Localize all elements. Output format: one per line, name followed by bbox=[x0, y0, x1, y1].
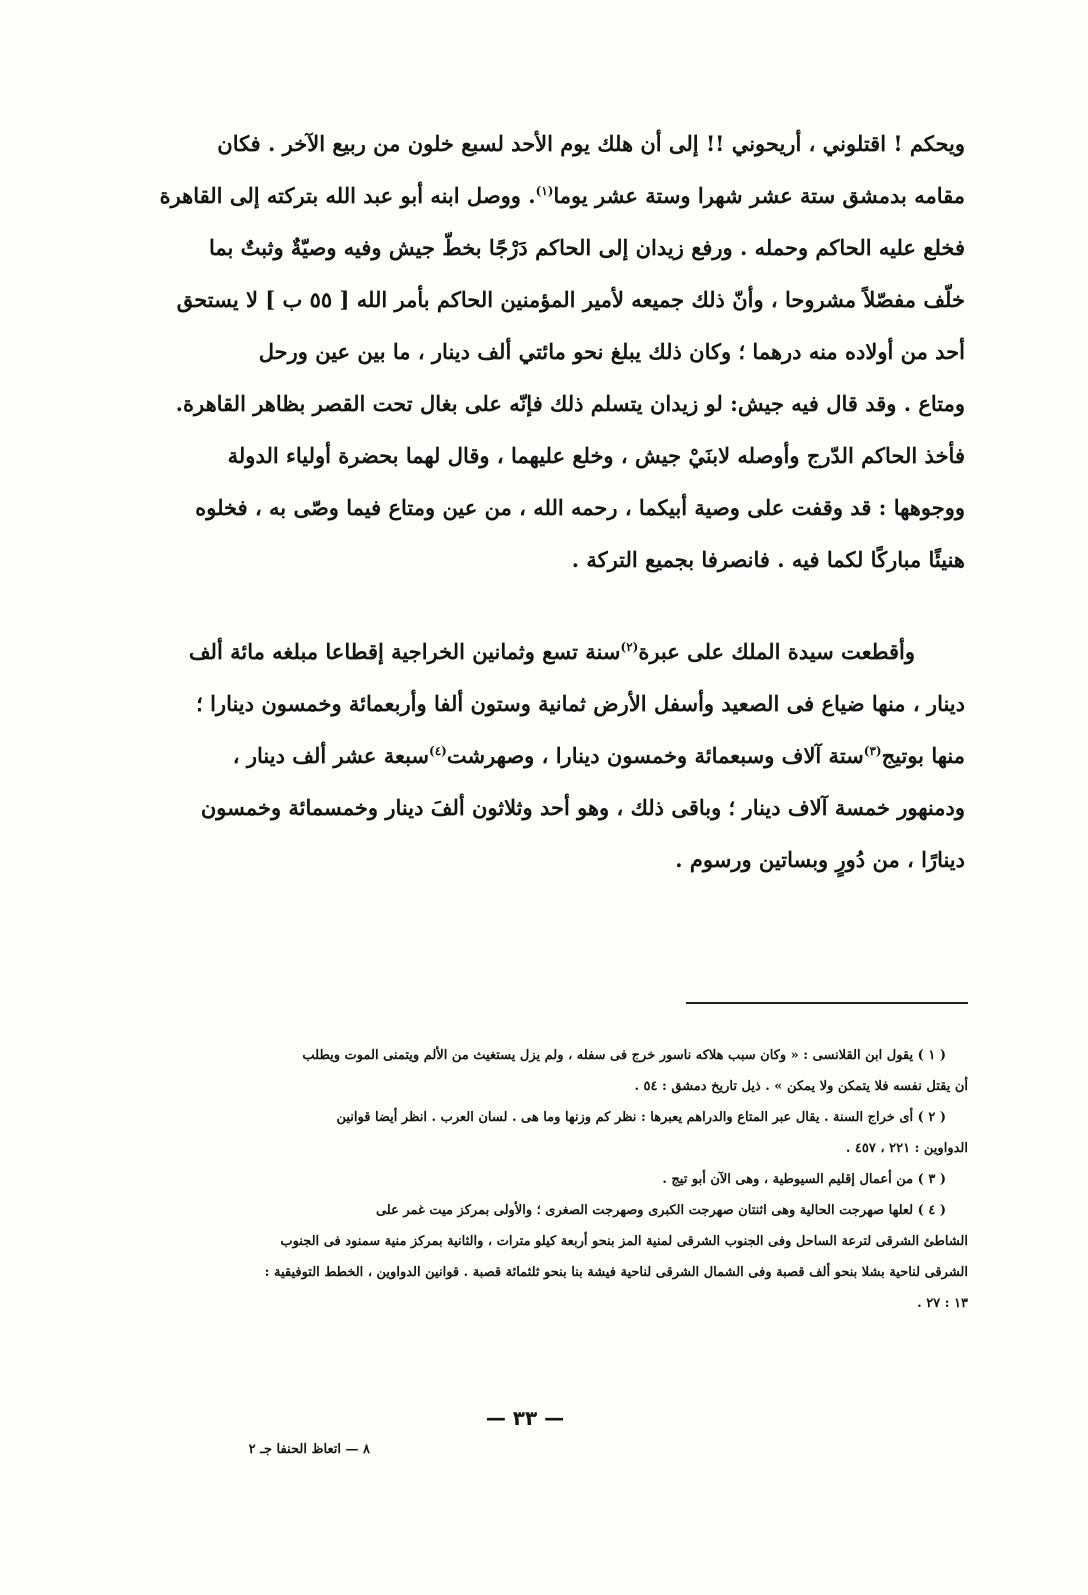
paragraph bbox=[135, 626, 965, 886]
text-line: فأخذ الحاكم الدّرج وأوصله لابنَيْ جيش ، وخلع عليهما ، وقال لهما بحضرة أولياء الدولة bbox=[227, 443, 965, 468]
footnote-ref: (٤) bbox=[429, 744, 447, 758]
footnote-ref: (١) bbox=[535, 184, 554, 198]
footnote-line: أن يقتل نفسه فلا يتمكن ولا يمكن » . ذيل تاريخ دمشق : ٥٤ . bbox=[634, 1079, 968, 1094]
text-line: دينارًا ، من دُورٍ وبساتين ورسوم . bbox=[675, 847, 965, 872]
footnote-ref: (٢) bbox=[620, 640, 639, 654]
text-line: وأقطعت سيدة الملك على عبرة$^{(٢)}$سنة تسع وثمانين الخراجية إقطاعا مبلغه مائة ألف bbox=[188, 639, 915, 664]
signature-line: ٨ — اتعاظ الحنفا جـ ٢ bbox=[248, 1442, 370, 1457]
footnote-line: الدواوين : ٢٢١ ، ٤٥٧ . bbox=[845, 1141, 968, 1156]
text-line: خلّف مفصّلاً مشروحا ، وأنّ ذلك جميعه لأمير المؤمنين الحاكم بأمر الله [ ٥٥ ب ] لا يستحق bbox=[176, 287, 965, 312]
text-line: أحد من أولاده منه درهما ؛ وكان ذلك يبلغ نحو مائتي ألف دينار ، ما بين عين ورحل bbox=[258, 339, 965, 364]
footnote-divider bbox=[686, 1002, 968, 1004]
text-line: دينار ، منها ضياع فى الصعيد وأسفل الأرض ثمانية وستون ألفا وأربعمائة وخمسون دينارا ؛ bbox=[196, 691, 965, 716]
text-line: ومتاع . وقد قال فيه جيش: لو زيدان يتسلم ذلك فإنّه على بغال تحت القصر بظاهر القاهرة. bbox=[175, 391, 965, 416]
text-line: فخلع عليه الحاكم وحمله . ورفع زيدان إلى الحاكم دَرْجًا بخطّ جيش وفيه وصيّةٌ وثبتٌ بما bbox=[208, 235, 965, 260]
text-line: ووجوهها : قد وقفت على وصية أبيكما ، رحمه الله ، من عين ومتاع فيما وصّى به ، فخلوه bbox=[195, 495, 965, 520]
paragraph bbox=[135, 118, 965, 586]
footnote-line: ( ١ ) يقول ابن القلانسى : « وكان سبب هلاكه ناسور خرج فى سفله ، ولم يزل يستغيث من الألم ويتمنى الموت ويطلب bbox=[302, 1048, 946, 1063]
footnote-line: الشرقى لناحية بشلا بنحو ألف قصبة وفى الشمال الشرقى لناحية فيشة بنا بنحو ثلثمائة قصبة . قوانين الدواوين ، الخطط التوفيقية : bbox=[264, 1265, 968, 1280]
main-text bbox=[135, 118, 965, 886]
footnotes bbox=[130, 1040, 968, 1319]
footnote-line: الشاطئ الشرقى لترعة الساحل وفى الجنوب الشرقى لمنية المز بنحو أربعة كيلو مترات ، والثانية بمركز منية سمنود فى الجنوب bbox=[280, 1234, 968, 1249]
footnote-line: ١٣ : ٢٧ . bbox=[917, 1296, 968, 1311]
footnote-line: ( ٤ ) لعلها صهرجت الحالية وهى اثنتان صهرجت الكبرى وصهرجت الصغرى ؛ والأولى بمركز ميت غمر على bbox=[375, 1203, 946, 1218]
text-line: ويحكم ! اقتلوني ، أريحوني !! إلى أن هلك يوم الأحد لسبع خلون من ربيع الآخر . فكان bbox=[217, 131, 965, 156]
footnote-line: ( ٢ ) أى خراج السنة . يقال عبر المتاع والدراهم يعبرها : نظر كم وزنها وما هى . لسان العرب . انظر أيضا قوانين bbox=[336, 1110, 946, 1125]
text-line: منها بوتيج$^{(٣)}$ستة آلاف وسبعمائة وخمسون دينارا ، وصهرشت$^{(٤)}$سبعة عشر ألف دينار ، bbox=[232, 743, 965, 768]
footnote-line: ( ٣ ) من أعمال إقليم السيوطية ، وهى الآن أبو تيج . bbox=[662, 1172, 946, 1187]
text-line: ودمنهور خمسة آلاف دينار ؛ وباقى ذلك ، وهو أحد وثلاثون ألفَ دينار وخمسمائة وخمسون bbox=[200, 795, 965, 820]
footnote-ref: (٣) bbox=[863, 744, 882, 758]
text-line: مقامه بدمشق ستة عشر شهرا وستة عشر يوما$^{(١)}$. ووصل ابنه أبو عبد الله بتركته إلى القاهرة bbox=[159, 183, 965, 208]
text-line: هنيئًا مباركًا لكما فيه . فانصرفا بجميع التركة . bbox=[571, 547, 965, 572]
page-number: — ٣٣ — bbox=[485, 1406, 565, 1430]
